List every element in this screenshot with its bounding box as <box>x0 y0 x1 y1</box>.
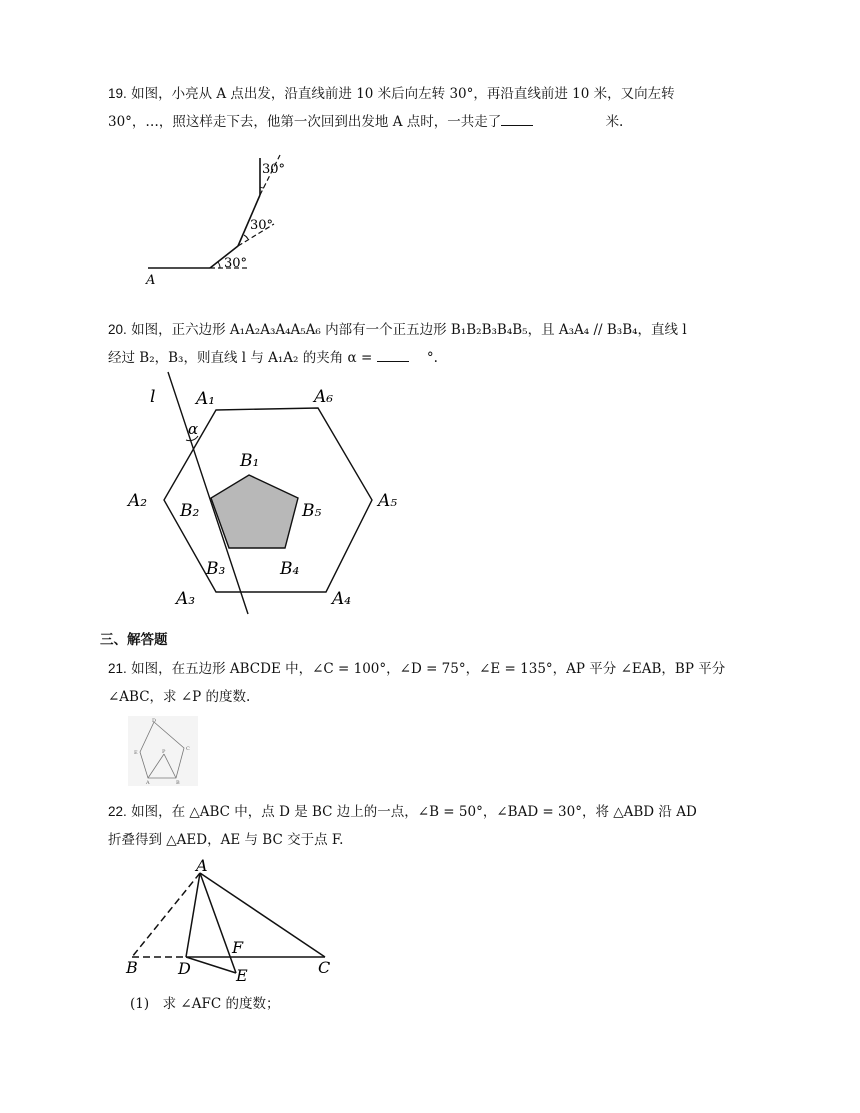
question-19 <box>108 80 760 136</box>
question-22 <box>108 798 760 854</box>
line-l-label: l <box>150 387 156 407</box>
point-F-label: F <box>232 938 244 957</box>
figure-pentagon-small <box>128 716 198 786</box>
B4-label: B₄ <box>280 559 300 579</box>
question-19-line2: 30°，…，照这样走下去，他第一次回到出发地 A 点时，一共走了 米. <box>108 108 760 136</box>
point-B-label: B <box>126 958 138 977</box>
question-22-line2: 折叠得到 △AED，AE 与 BC 交于点 F. <box>108 832 344 848</box>
point-A-label: A <box>196 856 208 875</box>
B3-label: B₃ <box>206 559 226 579</box>
angle-label-3: 30° <box>262 162 286 177</box>
question-22-line1: 22. 如图，在 △ABC 中，点 D 是 BC 边上的一点，∠B = 50°，∠BAD = 30°，将 △ABD 沿 AD <box>108 804 697 820</box>
question-20-line2: 经过 B₂，B₃，则直线 l 与 A₁A₂ 的夹角 α = °. <box>108 344 760 372</box>
A2-label: A₂ <box>128 491 148 511</box>
answer-blank[interactable] <box>501 111 533 126</box>
A4-label: A₄ <box>332 589 352 609</box>
B2-label: B₂ <box>180 501 200 521</box>
A5-label: A₅ <box>378 491 398 511</box>
question-21-line2: ∠ABC，求 ∠P 的度数. <box>108 689 251 705</box>
figure-walking-path <box>140 150 300 290</box>
svg-text:P: P <box>162 749 166 755</box>
A3-label: A₃ <box>176 589 196 609</box>
alpha-label: α <box>188 420 199 438</box>
point-D-label: D <box>178 959 191 978</box>
question-21-line1: 21. 如图，在五边形 ABCDE 中，∠C = 100°，∠D = 75°，∠E = 135°，AP 平分 ∠EAB，BP 平分 <box>108 661 726 677</box>
figure-hexagon-pentagon <box>120 368 420 618</box>
figure-triangle-fold <box>120 855 340 985</box>
angle-label-1: 30° <box>224 256 248 271</box>
point-C-label: C <box>318 958 331 977</box>
svg-text:A: A <box>146 780 150 786</box>
B1-label: B₁ <box>240 451 260 471</box>
svg-text:C: C <box>186 746 190 752</box>
question-20-line1: 20. 如图，正六边形 A₁A₂A₃A₄A₅A₆ 内部有一个正五边形 B₁B₂B₃B₄B₅，且 A₃A₄ // B₃B₄，直线 l <box>108 322 687 338</box>
A6-label: A₆ <box>314 387 334 407</box>
section-title: 三、解答题 <box>100 632 168 648</box>
question-22-sub1: (1) 求 ∠AFC 的度数； <box>130 996 280 1012</box>
svg-text:B: B <box>176 780 180 786</box>
answer-blank[interactable] <box>377 347 409 362</box>
svg-text:D: D <box>152 718 157 724</box>
question-19-line1: 19. 如图，小亮从 A 点出发，沿直线前进 10 米后向左转 30°，再沿直线前进 10 米，又向左转 <box>108 86 675 102</box>
question-21 <box>108 655 760 711</box>
svg-text:E: E <box>134 750 138 756</box>
question-20 <box>108 316 760 372</box>
angle-label-2: 30° <box>250 218 274 233</box>
point-A-label: A <box>146 273 156 288</box>
B5-label: B₅ <box>302 501 322 521</box>
point-E-label: E <box>236 966 248 985</box>
A1-label: A₁ <box>196 389 216 409</box>
